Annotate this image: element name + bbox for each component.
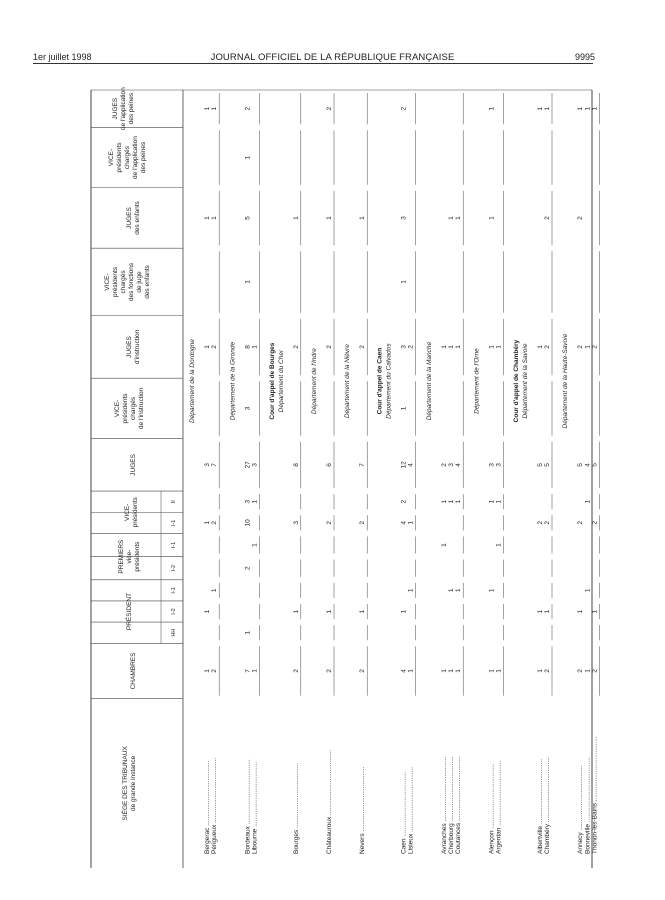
cell-value: 7 (244, 669, 252, 673)
cell-value: 1 (488, 588, 496, 593)
cell-value: 2 (211, 669, 219, 673)
cell-value: 1 (251, 345, 259, 349)
cell-value: 1 (488, 669, 496, 673)
cell-value: 1 (455, 345, 463, 349)
cell-value: 2 (577, 669, 585, 673)
cell-value: 1 (204, 216, 211, 220)
cell-value: 1 (211, 588, 219, 593)
col-header-juges: JUGES (130, 454, 137, 476)
cell-value: 1 (455, 216, 463, 220)
col-header-vp-peines: des peines (140, 141, 147, 174)
cell-value: 2 (211, 345, 219, 349)
cell-value: 1 (244, 630, 252, 635)
col-header-premiers-vp: vice- (126, 549, 133, 564)
siege-name: Châteauroux .................................... (326, 749, 333, 854)
col-subheader: I-2 (171, 608, 177, 615)
departement-heading: Département de l'Indre (311, 348, 318, 415)
cell-value: 1 (495, 345, 503, 349)
cell-value: 1 (292, 216, 300, 220)
col-header-vp-instruction: chargés (130, 396, 137, 421)
departement-heading: Département de la Dordogne (189, 339, 196, 424)
cell-value: 1 (400, 280, 408, 284)
departement-heading: Département de l'Orne (473, 348, 481, 414)
cell-value: 1 (326, 216, 333, 220)
cell-value: 2 (326, 669, 333, 673)
siege-name: Avranches .................................... (440, 756, 448, 854)
header-journal-title: JOURNAL OFFICIEL DE LA RÉPUBLIQUE FRANÇAISE (210, 52, 455, 63)
siege-name: Bourges .................................... (292, 762, 300, 854)
cell-value: 2 (359, 521, 367, 525)
cell-value: 1 (536, 106, 544, 111)
cell-value: 1 (251, 499, 259, 504)
cell-value: 1 (448, 345, 455, 349)
cell-value: 1 (440, 499, 448, 504)
cell-value: 3 (495, 463, 503, 467)
cell-value: 2 (536, 521, 544, 525)
departement-heading: Département de la Savoie (521, 343, 529, 419)
cell-value: 1 (455, 588, 463, 593)
cell-value: 1 (204, 521, 211, 525)
col-header-premiers-vp: PREMIERS (118, 539, 125, 574)
cell-value: 1 (488, 216, 496, 220)
cell-value: 4 (400, 669, 408, 673)
rotated-table-canvas (91, 87, 599, 868)
col-header-vp-enfants: VICE- (104, 273, 111, 291)
departement-heading: Département de la Gironde (229, 341, 237, 421)
cell-value: 3 (400, 216, 408, 220)
cell-value: 3 (244, 406, 252, 411)
col-header-juges-peines: de l'application (120, 87, 127, 131)
col-subheader: HH (171, 628, 177, 637)
col-subheader: I-1 (171, 587, 177, 594)
cell-value: 3 (448, 463, 455, 467)
cell-value: 1 (448, 588, 455, 593)
cell-value: 1 (536, 345, 544, 349)
cell-value: 1 (495, 669, 503, 673)
cell-value: 1 (544, 609, 551, 614)
cell-value: 1 (359, 609, 367, 614)
cell-value: 2 (577, 521, 585, 525)
cell-value: 1 (536, 609, 544, 614)
cell-value: 2 (326, 345, 333, 349)
cell-value: 7 (359, 463, 367, 467)
departement-heading: Département de la Haute-Savoie (562, 333, 570, 429)
siege-name: Annecy .................................... (577, 765, 585, 854)
col-header-president: PRÉSIDENT (126, 592, 133, 631)
departement-heading: Département du Cher (277, 349, 285, 413)
cell-value: 2 (359, 345, 367, 349)
cell-value: 2 (544, 669, 551, 673)
cell-value: 2 (577, 345, 585, 349)
cell-value: 1 (440, 669, 448, 673)
cell-value: 1 (584, 106, 592, 111)
header-date: 1er juillet 1998 (33, 52, 92, 62)
cell-value: 1 (455, 499, 463, 504)
cell-value: 1 (591, 106, 599, 111)
cell-value: 4 (455, 463, 463, 467)
siege-name: Bonneville .................................... (584, 757, 592, 854)
cell-value: 10 (244, 519, 252, 527)
cell-value: 1 (407, 588, 415, 593)
siege-name: Libourne .................................... (251, 761, 259, 854)
cell-value: 1 (584, 669, 592, 673)
col-header-vp-instruction: de l'instruction (138, 387, 145, 430)
cell-value: 2 (577, 216, 585, 220)
col-header-juges-enfants: JUGES (126, 207, 133, 229)
cell-value: 2 (440, 463, 448, 467)
col-header-vp: présidents (132, 497, 139, 528)
table-rotated-group (91, 87, 600, 868)
cell-value: 1 (204, 609, 211, 614)
cell-value: 7 (211, 463, 219, 467)
col-subheader: I-1 (171, 541, 177, 549)
cell-value: 5 (544, 463, 551, 467)
cell-value: 5 (591, 463, 599, 467)
cell-value: 1 (577, 106, 585, 111)
siege-name: Bordeaux .................................... (244, 759, 252, 854)
cell-value: 2 (400, 499, 408, 504)
col-header-vp-peines: présidents (116, 142, 123, 173)
header-page-number: 9995 (574, 52, 595, 62)
cell-value: 1 (488, 345, 496, 349)
cell-value: 27 (244, 461, 252, 469)
col-header-vp-enfants: des fonctions (128, 262, 135, 302)
cell-value: 1 (211, 216, 219, 220)
cell-value: 3 (251, 463, 259, 467)
cell-value: 1 (440, 345, 448, 349)
col-subheader: II (171, 500, 177, 504)
cell-value: 6 (326, 463, 333, 467)
siege-name: Lisieux .................................... (407, 766, 415, 854)
col-header-vp-enfants: de juge (136, 271, 143, 293)
col-header-vp-enfants: chargés (120, 270, 127, 294)
cell-value: 1 (495, 499, 503, 504)
cell-value: 2 (544, 521, 551, 525)
cell-value: 1 (536, 669, 544, 673)
cell-value: 1 (448, 669, 455, 673)
cell-value: 3 (400, 345, 408, 349)
cell-value: 2 (292, 669, 300, 673)
cell-value: 1 (244, 280, 252, 284)
col-header-vp-instruction: présidents (122, 393, 129, 424)
siege-name: Alençon .................................... (488, 763, 496, 854)
siege-name: Nevers .................................... (359, 766, 367, 854)
cour-heading: Cour d'appel de Chambéry (512, 339, 520, 423)
tribunals-table (91, 87, 599, 868)
cell-value: 1 (488, 106, 496, 111)
cell-value: 1 (584, 499, 592, 504)
cell-value: 1 (584, 345, 592, 349)
cell-value: 5 (577, 463, 585, 467)
col-header-chambres: CHAMBRES (130, 652, 137, 690)
siege-name: Chambéry .................................... (544, 757, 551, 854)
siege-name: Caen .................................... (400, 771, 408, 854)
cell-value: 1 (204, 345, 211, 349)
cell-value: 2 (544, 345, 551, 349)
cell-value: 2 (359, 669, 367, 673)
col-subheader: I-2 (171, 564, 177, 572)
cell-value: 1 (204, 106, 211, 111)
col-header-siege: de grande instance (130, 755, 137, 811)
cell-value: 2 (326, 521, 333, 525)
col-subheader: I-1 (171, 519, 177, 527)
siege-name: Coutances .................................... (455, 756, 463, 854)
cell-value: 1 (400, 406, 408, 411)
departement-heading: Département du Calvados (385, 343, 393, 419)
cell-value: 5 (244, 216, 252, 220)
cell-value: 1 (292, 609, 300, 614)
cell-value: 1 (204, 669, 211, 673)
cour-heading: Cour d'appel de Bourges (268, 342, 276, 420)
col-header-juges-instruction: d'instruction (134, 329, 141, 365)
cell-value: 3 (488, 463, 496, 467)
col-header-juges-instruction: JUGES (126, 336, 133, 358)
cell-value: 1 (488, 499, 496, 504)
cell-value: 2 (591, 669, 599, 673)
cell-value: 8 (292, 463, 300, 467)
cell-value: 1 (326, 609, 333, 614)
cell-value: 2 (544, 216, 551, 220)
col-header-vp: VICE- (124, 503, 131, 521)
col-header-juges-enfants: des enfants (134, 201, 141, 235)
cell-value: 4 (584, 463, 592, 467)
cell-value: 12 (400, 461, 408, 469)
col-header-vp-instruction: VICE- (114, 399, 121, 418)
siege-name: Albertville .................................... (536, 759, 544, 854)
cell-value: 1 (407, 669, 415, 673)
cell-value: 8 (244, 345, 252, 349)
header-rule (33, 63, 593, 64)
cell-value: 1 (544, 106, 551, 111)
cell-value: 1 (448, 216, 455, 220)
col-header-juges-peines: JUGES (112, 97, 119, 120)
cell-value: 1 (495, 543, 503, 547)
col-header-vp-peines: VICE- (108, 148, 115, 167)
cell-value: 2 (407, 345, 415, 349)
siege-name: Argentan .................................... (495, 760, 503, 854)
cell-value: 2 (244, 566, 252, 571)
cell-value: 1 (584, 588, 592, 593)
col-header-vp-enfants: des enfants (144, 265, 151, 299)
siege-name: Thonon-les-Bains .................................... (591, 736, 599, 854)
departement-heading: Département de la Nièvre (344, 344, 352, 419)
cell-value: 3 (244, 499, 252, 504)
cell-value: 2 (591, 521, 599, 525)
cell-value: 1 (591, 609, 599, 614)
col-header-vp-peines: chargés (124, 145, 131, 170)
cell-value: 1 (407, 521, 415, 525)
cell-value: 1 (400, 609, 408, 614)
col-header-siege: SIÈGE DES TRIBUNAUX (122, 746, 129, 821)
cell-value: 4 (400, 521, 408, 525)
col-header-vp-peines: de l'application (132, 136, 139, 179)
cell-value: 1 (244, 155, 252, 160)
cell-value: 1 (448, 499, 455, 504)
cell-value: 1 (211, 106, 219, 111)
departement-heading: Département de la Manche (425, 341, 433, 421)
cell-value: 4 (407, 463, 415, 467)
cell-value: 1 (440, 543, 448, 547)
col-header-premiers-vp: présidents (134, 541, 141, 572)
siege-name: Bergerac .................................... (204, 760, 211, 854)
cell-value: 2 (400, 106, 408, 111)
cell-value: 3 (204, 463, 211, 467)
cell-value: 1 (359, 216, 367, 220)
cell-value: 2 (292, 345, 300, 349)
cell-value: 1 (455, 669, 463, 673)
cell-value: 2 (591, 345, 599, 349)
cell-value: 1 (251, 669, 259, 673)
cell-value: 2 (326, 106, 333, 111)
siege-name: Périgueux .................................... (211, 757, 219, 854)
col-header-vp-enfants: présidents (112, 266, 119, 297)
cell-value: 2 (244, 106, 252, 111)
cour-heading: Cour d'appel de Caen (376, 347, 384, 415)
cell-value: 5 (536, 463, 544, 467)
cell-value: 1 (251, 543, 259, 547)
cell-value: 2 (211, 521, 219, 525)
siege-name: Cherbourg .................................... (448, 756, 455, 854)
cell-value: 1 (577, 609, 585, 614)
col-header-juges-peines: des peines (128, 92, 135, 125)
cell-value: 3 (292, 521, 300, 525)
